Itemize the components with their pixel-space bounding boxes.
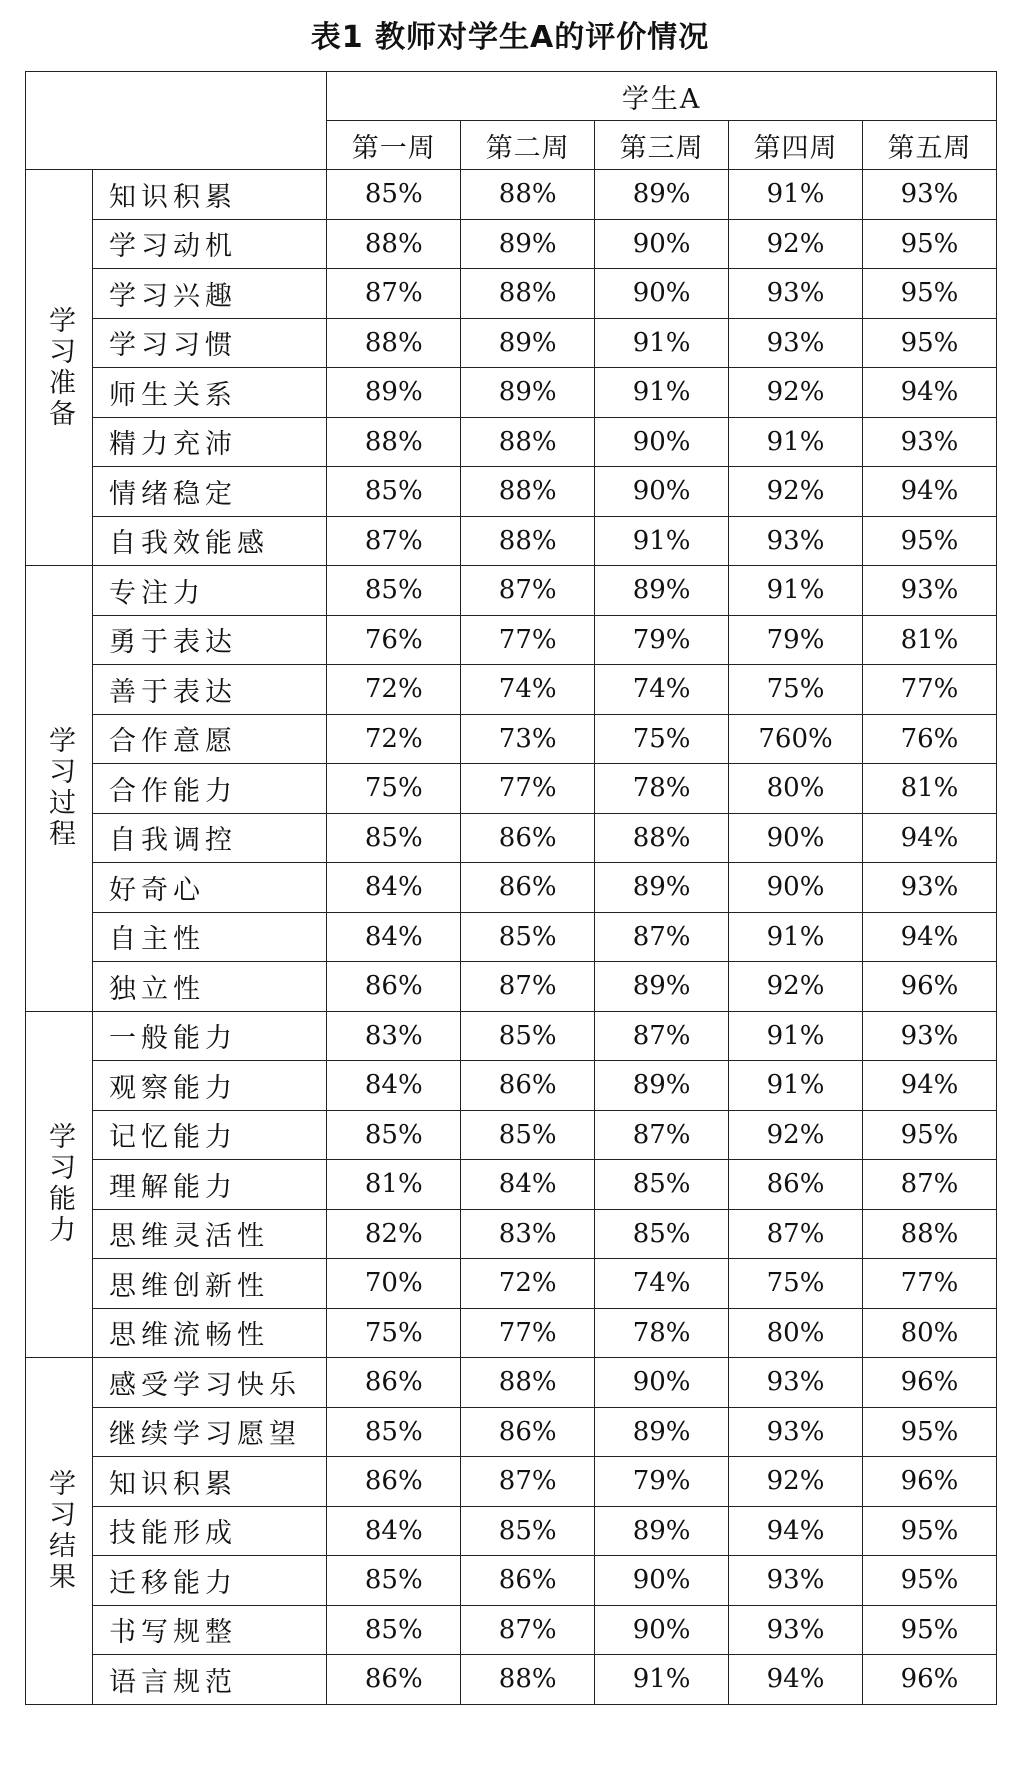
value-cell-week-3: 90% <box>595 417 729 467</box>
item-label-cell: 自主性 <box>92 912 326 962</box>
value-cell-week-5: 80% <box>863 1308 997 1358</box>
value-cell-week-4: 94% <box>729 1655 863 1705</box>
value-cell-week-1: 85% <box>327 566 461 616</box>
item-label-cell: 情绪稳定 <box>92 467 326 517</box>
value-cell-week-3: 89% <box>595 170 729 220</box>
item-label-cell: 理解能力 <box>92 1160 326 1210</box>
table-row <box>26 516 997 566</box>
table-row <box>26 962 997 1012</box>
value-cell-week-4: 80% <box>729 1308 863 1358</box>
value-cell-week-2: 73% <box>461 714 595 764</box>
value-cell-week-1: 88% <box>327 318 461 368</box>
value-cell-week-1: 85% <box>327 813 461 863</box>
value-cell-week-4: 93% <box>729 318 863 368</box>
value-cell-week-4: 90% <box>729 863 863 913</box>
value-cell-week-4: 87% <box>729 1209 863 1259</box>
value-cell-week-4: 92% <box>729 467 863 517</box>
value-cell-week-4: 760% <box>729 714 863 764</box>
table-row <box>26 219 997 269</box>
table-row <box>26 1457 997 1507</box>
value-cell-week-4: 91% <box>729 170 863 220</box>
table-row <box>26 615 997 665</box>
item-label-cell: 一般能力 <box>92 1011 326 1061</box>
value-cell-week-1: 87% <box>327 516 461 566</box>
value-cell-week-5: 95% <box>863 1506 997 1556</box>
value-cell-week-1: 70% <box>327 1259 461 1309</box>
value-cell-week-2: 72% <box>461 1259 595 1309</box>
table-row <box>26 368 997 418</box>
value-cell-week-1: 85% <box>327 1556 461 1606</box>
value-cell-week-3: 75% <box>595 714 729 764</box>
value-cell-week-3: 90% <box>595 1358 729 1408</box>
value-cell-week-3: 89% <box>595 1506 729 1556</box>
value-cell-week-4: 93% <box>729 269 863 319</box>
value-cell-week-2: 88% <box>461 516 595 566</box>
table-row <box>26 1061 997 1111</box>
item-label-cell: 善于表达 <box>92 665 326 715</box>
value-cell-week-4: 75% <box>729 665 863 715</box>
value-cell-week-1: 84% <box>327 912 461 962</box>
value-cell-week-3: 89% <box>595 1061 729 1111</box>
table-row <box>26 863 997 913</box>
group-label-cell: 学习结果 <box>26 1358 93 1705</box>
value-cell-week-4: 93% <box>729 1407 863 1457</box>
value-cell-week-1: 85% <box>327 467 461 517</box>
value-cell-week-3: 87% <box>595 1011 729 1061</box>
value-cell-week-5: 95% <box>863 1407 997 1457</box>
value-cell-week-2: 86% <box>461 1556 595 1606</box>
value-cell-week-4: 92% <box>729 219 863 269</box>
value-cell-week-3: 88% <box>595 813 729 863</box>
value-cell-week-2: 85% <box>461 1506 595 1556</box>
value-cell-week-2: 77% <box>461 615 595 665</box>
item-label-cell: 学习习惯 <box>92 318 326 368</box>
value-cell-week-4: 94% <box>729 1506 863 1556</box>
item-label-cell: 语言规范 <box>92 1655 326 1705</box>
value-cell-week-3: 89% <box>595 962 729 1012</box>
value-cell-week-2: 88% <box>461 269 595 319</box>
value-cell-week-4: 90% <box>729 813 863 863</box>
item-label-cell: 合作能力 <box>92 764 326 814</box>
value-cell-week-5: 81% <box>863 615 997 665</box>
value-cell-week-5: 76% <box>863 714 997 764</box>
value-cell-week-2: 88% <box>461 1358 595 1408</box>
table-row <box>26 764 997 814</box>
value-cell-week-2: 85% <box>461 1110 595 1160</box>
value-cell-week-5: 94% <box>863 1061 997 1111</box>
item-label-cell: 自我调控 <box>92 813 326 863</box>
value-cell-week-5: 96% <box>863 1655 997 1705</box>
table-row <box>26 1160 997 1210</box>
value-cell-week-5: 93% <box>863 1011 997 1061</box>
value-cell-week-1: 85% <box>327 1110 461 1160</box>
item-label-cell: 思维流畅性 <box>92 1308 326 1358</box>
value-cell-week-4: 93% <box>729 1358 863 1408</box>
item-label-cell: 精力充沛 <box>92 417 326 467</box>
value-cell-week-3: 90% <box>595 1556 729 1606</box>
value-cell-week-3: 74% <box>595 1259 729 1309</box>
item-label-cell: 合作意愿 <box>92 714 326 764</box>
item-label-cell: 感受学习快乐 <box>92 1358 326 1408</box>
item-label-cell: 好奇心 <box>92 863 326 913</box>
value-cell-week-5: 95% <box>863 1556 997 1606</box>
value-cell-week-3: 79% <box>595 1457 729 1507</box>
item-label-cell: 观察能力 <box>92 1061 326 1111</box>
value-cell-week-3: 91% <box>595 516 729 566</box>
value-cell-week-1: 86% <box>327 962 461 1012</box>
value-cell-week-2: 86% <box>461 813 595 863</box>
value-cell-week-3: 90% <box>595 467 729 517</box>
value-cell-week-3: 78% <box>595 764 729 814</box>
value-cell-week-5: 96% <box>863 962 997 1012</box>
table-row <box>26 1011 997 1061</box>
value-cell-week-1: 89% <box>327 368 461 418</box>
value-cell-week-1: 86% <box>327 1457 461 1507</box>
value-cell-week-4: 75% <box>729 1259 863 1309</box>
table-caption: 表1 教师对学生A的评价情况 <box>310 20 710 55</box>
item-label-cell: 迁移能力 <box>92 1556 326 1606</box>
item-label-cell: 知识积累 <box>92 1457 326 1507</box>
value-cell-week-1: 75% <box>327 1308 461 1358</box>
value-cell-week-5: 95% <box>863 1110 997 1160</box>
value-cell-week-1: 72% <box>327 665 461 715</box>
value-cell-week-5: 77% <box>863 1259 997 1309</box>
value-cell-week-5: 81% <box>863 764 997 814</box>
value-cell-week-5: 93% <box>863 170 997 220</box>
item-label-cell: 技能形成 <box>92 1506 326 1556</box>
value-cell-week-4: 79% <box>729 615 863 665</box>
table-row <box>26 269 997 319</box>
value-cell-week-2: 89% <box>461 368 595 418</box>
value-cell-week-5: 88% <box>863 1209 997 1259</box>
value-cell-week-5: 94% <box>863 467 997 517</box>
table-row <box>26 1506 997 1556</box>
table-row <box>26 1655 997 1705</box>
value-cell-week-3: 91% <box>595 318 729 368</box>
table-row <box>26 1308 997 1358</box>
value-cell-week-2: 87% <box>461 962 595 1012</box>
evaluation-table <box>25 71 997 1705</box>
item-label-cell: 学习动机 <box>92 219 326 269</box>
value-cell-week-3: 91% <box>595 368 729 418</box>
table-row <box>26 1407 997 1457</box>
table-row <box>26 912 997 962</box>
value-cell-week-1: 76% <box>327 615 461 665</box>
value-cell-week-3: 90% <box>595 269 729 319</box>
value-cell-week-4: 91% <box>729 1011 863 1061</box>
value-cell-week-3: 79% <box>595 615 729 665</box>
value-cell-week-4: 93% <box>729 1605 863 1655</box>
table-row <box>26 467 997 517</box>
value-cell-week-1: 82% <box>327 1209 461 1259</box>
value-cell-week-5: 95% <box>863 269 997 319</box>
value-cell-week-4: 91% <box>729 566 863 616</box>
value-cell-week-3: 87% <box>595 912 729 962</box>
value-cell-week-4: 92% <box>729 1457 863 1507</box>
value-cell-week-5: 95% <box>863 318 997 368</box>
value-cell-week-4: 91% <box>729 1061 863 1111</box>
value-cell-week-2: 86% <box>461 1061 595 1111</box>
value-cell-week-2: 85% <box>461 912 595 962</box>
value-cell-week-5: 93% <box>863 566 997 616</box>
value-cell-week-5: 77% <box>863 665 997 715</box>
header-corner-cell <box>26 72 327 170</box>
value-cell-week-3: 85% <box>595 1160 729 1210</box>
value-cell-week-2: 77% <box>461 1308 595 1358</box>
value-cell-week-1: 84% <box>327 863 461 913</box>
value-cell-week-1: 84% <box>327 1061 461 1111</box>
value-cell-week-1: 86% <box>327 1655 461 1705</box>
table-row <box>26 566 997 616</box>
table-row <box>26 813 997 863</box>
value-cell-week-2: 89% <box>461 219 595 269</box>
item-label-cell: 自我效能感 <box>92 516 326 566</box>
value-cell-week-2: 86% <box>461 1407 595 1457</box>
table-row <box>26 714 997 764</box>
value-cell-week-4: 93% <box>729 516 863 566</box>
table-row <box>26 1605 997 1655</box>
value-cell-week-1: 85% <box>327 1605 461 1655</box>
table-row <box>26 170 997 220</box>
value-cell-week-3: 78% <box>595 1308 729 1358</box>
value-cell-week-4: 91% <box>729 417 863 467</box>
value-cell-week-2: 87% <box>461 1605 595 1655</box>
value-cell-week-4: 92% <box>729 1110 863 1160</box>
header-week-1: 第一周 <box>327 121 461 170</box>
value-cell-week-5: 95% <box>863 516 997 566</box>
value-cell-week-4: 93% <box>729 1556 863 1606</box>
value-cell-week-3: 91% <box>595 1655 729 1705</box>
value-cell-week-3: 90% <box>595 1605 729 1655</box>
value-cell-week-3: 90% <box>595 219 729 269</box>
value-cell-week-5: 94% <box>863 912 997 962</box>
value-cell-week-4: 92% <box>729 962 863 1012</box>
header-student-cell: 学生A <box>327 72 997 121</box>
header-row-student <box>26 72 997 121</box>
item-label-cell: 继续学习愿望 <box>92 1407 326 1457</box>
item-label-cell: 思维创新性 <box>92 1259 326 1309</box>
value-cell-week-5: 95% <box>863 1605 997 1655</box>
table-row <box>26 417 997 467</box>
item-label-cell: 书写规整 <box>92 1605 326 1655</box>
value-cell-week-5: 95% <box>863 219 997 269</box>
value-cell-week-2: 87% <box>461 566 595 616</box>
value-cell-week-5: 87% <box>863 1160 997 1210</box>
value-cell-week-2: 85% <box>461 1011 595 1061</box>
value-cell-week-5: 93% <box>863 417 997 467</box>
value-cell-week-1: 88% <box>327 219 461 269</box>
value-cell-week-2: 86% <box>461 863 595 913</box>
value-cell-week-1: 75% <box>327 764 461 814</box>
table-row <box>26 1209 997 1259</box>
value-cell-week-2: 74% <box>461 665 595 715</box>
value-cell-week-2: 77% <box>461 764 595 814</box>
item-label-cell: 学习兴趣 <box>92 269 326 319</box>
item-label-cell: 思维灵活性 <box>92 1209 326 1259</box>
value-cell-week-4: 91% <box>729 912 863 962</box>
value-cell-week-1: 83% <box>327 1011 461 1061</box>
value-cell-week-1: 85% <box>327 1407 461 1457</box>
value-cell-week-2: 89% <box>461 318 595 368</box>
value-cell-week-4: 86% <box>729 1160 863 1210</box>
value-cell-week-3: 89% <box>595 566 729 616</box>
value-cell-week-1: 88% <box>327 417 461 467</box>
group-label-cell: 学习过程 <box>26 566 93 1012</box>
header-week-5: 第五周 <box>863 121 997 170</box>
header-week-3: 第三周 <box>595 121 729 170</box>
value-cell-week-2: 88% <box>461 467 595 517</box>
value-cell-week-1: 81% <box>327 1160 461 1210</box>
item-label-cell: 师生关系 <box>92 368 326 418</box>
value-cell-week-5: 96% <box>863 1457 997 1507</box>
header-week-2: 第二周 <box>461 121 595 170</box>
value-cell-week-1: 72% <box>327 714 461 764</box>
value-cell-week-1: 86% <box>327 1358 461 1408</box>
item-label-cell: 独立性 <box>92 962 326 1012</box>
table-row <box>26 1259 997 1309</box>
group-label-cell: 学习能力 <box>26 1011 93 1358</box>
value-cell-week-5: 94% <box>863 813 997 863</box>
value-cell-week-3: 89% <box>595 863 729 913</box>
table-row <box>26 665 997 715</box>
value-cell-week-2: 87% <box>461 1457 595 1507</box>
value-cell-week-2: 83% <box>461 1209 595 1259</box>
value-cell-week-2: 88% <box>461 170 595 220</box>
value-cell-week-4: 92% <box>729 368 863 418</box>
table-row <box>26 318 997 368</box>
value-cell-week-2: 88% <box>461 1655 595 1705</box>
table-row <box>26 1110 997 1160</box>
value-cell-week-2: 88% <box>461 417 595 467</box>
value-cell-week-3: 87% <box>595 1110 729 1160</box>
value-cell-week-5: 96% <box>863 1358 997 1408</box>
header-week-4: 第四周 <box>729 121 863 170</box>
value-cell-week-4: 80% <box>729 764 863 814</box>
value-cell-week-1: 84% <box>327 1506 461 1556</box>
item-label-cell: 记忆能力 <box>92 1110 326 1160</box>
value-cell-week-1: 87% <box>327 269 461 319</box>
value-cell-week-3: 85% <box>595 1209 729 1259</box>
value-cell-week-1: 85% <box>327 170 461 220</box>
value-cell-week-5: 94% <box>863 368 997 418</box>
value-cell-week-5: 93% <box>863 863 997 913</box>
group-label-cell: 学习准备 <box>26 170 93 566</box>
value-cell-week-2: 84% <box>461 1160 595 1210</box>
item-label-cell: 专注力 <box>92 566 326 616</box>
table-row <box>26 1556 997 1606</box>
item-label-cell: 勇于表达 <box>92 615 326 665</box>
value-cell-week-3: 89% <box>595 1407 729 1457</box>
value-cell-week-3: 74% <box>595 665 729 715</box>
item-label-cell: 知识积累 <box>92 170 326 220</box>
table-row <box>26 1358 997 1408</box>
